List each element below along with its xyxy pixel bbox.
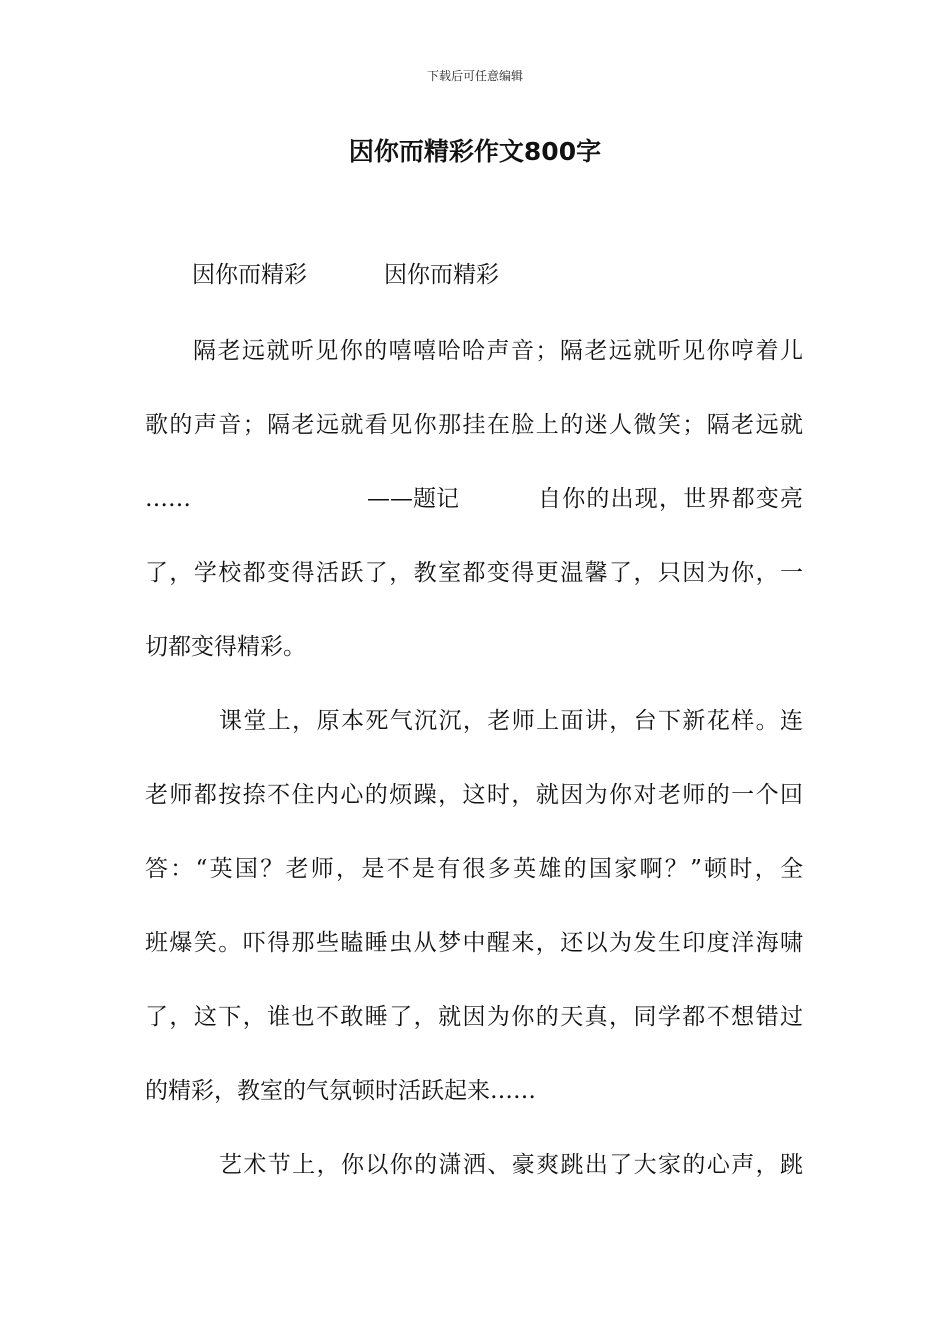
epigraph-label: ——题记 bbox=[367, 486, 459, 512]
paragraph-line: 答：“英国？老师，是不是有很多英雄的国家啊？”顿时，全 bbox=[145, 856, 803, 882]
paragraph-line: 班爆笑。吓得那些瞌睡虫从梦中醒来，还以为发生印度洋海啸 bbox=[145, 930, 803, 956]
paragraph-line: 了，这下，谁也不敢睡了，就因为你的天真，同学都不想错过 bbox=[145, 1004, 803, 1030]
paragraph-line: 歌的声音；隔老远就看见你那挂在脸上的迷人微笑；隔老远就 bbox=[145, 412, 803, 438]
subtitle-line bbox=[145, 255, 803, 295]
paragraph-line: 老师都按捺不住内心的烦躁，这时，就因为你对老师的一个回 bbox=[145, 782, 803, 808]
paragraph-line: 课堂上，原本死气沉沉，老师上面讲，台下新花样。连 bbox=[219, 708, 803, 734]
paragraph-line-mixed bbox=[145, 479, 803, 519]
paragraph-line: 了，学校都变得活跃了，教室都变得更温馨了，只因为你，一 bbox=[145, 560, 803, 586]
paragraph-line: 切都变得精彩。 bbox=[145, 634, 306, 660]
ellipsis-text: …… bbox=[145, 486, 191, 512]
paragraph-line: 的精彩，教室的气氛顿时活跃起来…… bbox=[145, 1078, 536, 1104]
subtitle-left: 因你而精彩 bbox=[192, 262, 307, 288]
paragraph-start: 自你的出现，世界都变亮 bbox=[538, 486, 803, 512]
header-note: 下载后可任意编辑 bbox=[426, 69, 523, 83]
subtitle-right: 因你而精彩 bbox=[384, 262, 499, 288]
paragraph-line: 隔老远就听见你的嘻嘻哈哈声音；隔老远就听见你哼着儿 bbox=[193, 338, 803, 364]
paragraph-line: 艺术节上，你以你的潇洒、豪爽跳出了大家的心声，跳 bbox=[219, 1152, 803, 1178]
page-title: 因你而精彩作文800字 bbox=[348, 137, 602, 166]
